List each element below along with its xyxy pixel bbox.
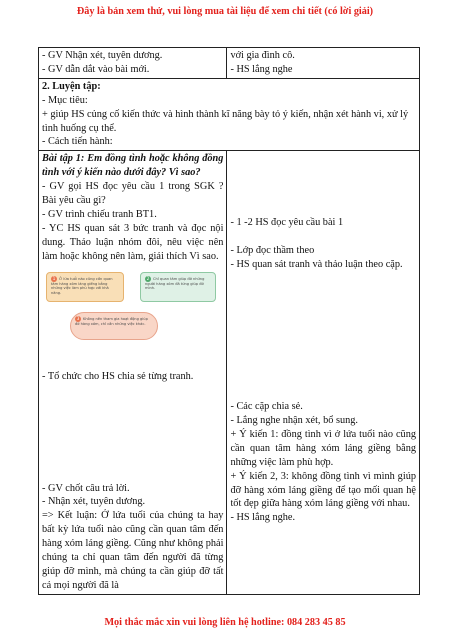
- card-text: Ở lứa tuổi nào cũng cần quan tâm hàng xóm láng giềng bằng những việc làm phù hợp với khả năng.: [51, 276, 113, 295]
- student-step: - 1 -2 HS đọc yêu cầu bài 1: [230, 217, 344, 229]
- hotline-banner: Mọi thắc mắc xin vui lòng liên hệ hotline: 084 283 45 85: [104, 617, 346, 628]
- section-header-cell: [39, 78, 420, 151]
- card-text: Không nên tham gia hoạt động giúp đỡ hàng xóm, chỉ cần những việc khác.: [75, 316, 148, 326]
- opinion-card-2: [140, 272, 216, 302]
- spacer: [230, 230, 416, 244]
- student-step: - Lớp đọc thầm theo: [230, 245, 315, 257]
- exercise-title: Bài tập 1: Em đồng tình hoặc không đồng tình với ý kiến nào dưới đây? Vì sao?: [42, 153, 224, 179]
- method-label: - Cách tiến hành:: [42, 136, 113, 148]
- student-answer: + Ý kiến 2, 3: không đồng tình vì mình giúp đỡ hàng xóm láng giềng để tạo mối quan hệ tốt đẹp giữa hàng xóm láng giềng với nhau.: [230, 470, 416, 510]
- table-row: [39, 48, 420, 79]
- table-row: [39, 151, 420, 594]
- exercise-illustration: [42, 268, 223, 364]
- student-line: với gia đình cô.: [230, 50, 295, 61]
- student-line: - HS lắng nghe: [230, 63, 293, 75]
- table-row: [39, 78, 420, 151]
- spacer: [230, 272, 416, 400]
- student-cell: [227, 151, 420, 594]
- teacher-cell: [39, 48, 227, 79]
- student-answer: + Ý kiến 1: đồng tình vì ở lứa tuổi nào cũng cần quan tâm hàng xóm láng giềng bằng những việc làm phù hợp.: [230, 428, 416, 468]
- goal-text: + giúp HS củng cố kiến thức và hình thành kĩ năng bày tỏ ý kiến, nhận xét hành vi, xử lý tình huống cụ thể.: [42, 108, 409, 134]
- card-number: 3: [76, 315, 80, 321]
- student-answer: - Các cặp chia sẻ.: [230, 401, 303, 413]
- opinion-card-1: [46, 272, 124, 302]
- student-step: - HS quan sát tranh và thảo luận theo cặp.: [230, 259, 403, 271]
- teacher-step: - GV trình chiếu tranh BT1.: [42, 208, 157, 220]
- student-answer: - HS lắng nghe.: [230, 512, 296, 524]
- teacher-line: - GV Nhận xét, tuyên dương.: [42, 50, 163, 61]
- lesson-table-container: [38, 47, 420, 595]
- teacher-cell: [39, 151, 227, 594]
- teacher-step: - Tổ chức cho HS chia sẻ từng tranh.: [42, 370, 194, 382]
- card-number: 2: [146, 275, 150, 281]
- student-cell: [227, 48, 420, 79]
- lesson-table: [38, 47, 420, 595]
- goal-label: - Mục tiêu:: [42, 94, 88, 106]
- teacher-step: - Nhận xét, tuyên dương.: [42, 496, 146, 508]
- conclusion-text: => Kết luận: Ở lứa tuổi của chúng ta hay bất kỳ lứa tuổi nào cũng cần quan tâm đến hàng xóm láng giềng. Cũng như không phải chúng ta chỉ quan tâm đến người đã từng giúp đỡ mình, mà chúng ta cần giúp đỡ tất cả mọi người đã là: [42, 510, 224, 591]
- teacher-step: - GV gọi HS đọc yêu cầu 1 trong SGK ? Bài yêu cầu gì?: [42, 181, 224, 207]
- teacher-step: - YC HS quan sát 3 bức tranh và đọc nội dung. Thảo luận nhóm đôi, nêu việc nên làm hoặc không nên làm, giải thích Vì sao.: [42, 222, 224, 262]
- spacer: [42, 384, 223, 482]
- teacher-step: - GV chốt câu trả lời.: [42, 482, 130, 494]
- card-number: 1: [52, 275, 56, 281]
- card-text: Chỉ quan tâm giúp đỡ những người hàng xóm đã từng giúp đỡ mình.: [145, 276, 205, 291]
- spacer: [230, 152, 416, 216]
- student-answer: - Lắng nghe nhận xét, bổ sung.: [230, 414, 358, 426]
- opinion-card-3: [70, 312, 158, 340]
- teacher-line: - GV dẫn dắt vào bài mới.: [42, 63, 150, 75]
- preview-banner: Đây là bản xem thử, vui lòng mua tài liệu để xem chi tiết (có lời giải): [76, 6, 374, 17]
- section-title: 2. Luyện tập:: [42, 80, 101, 92]
